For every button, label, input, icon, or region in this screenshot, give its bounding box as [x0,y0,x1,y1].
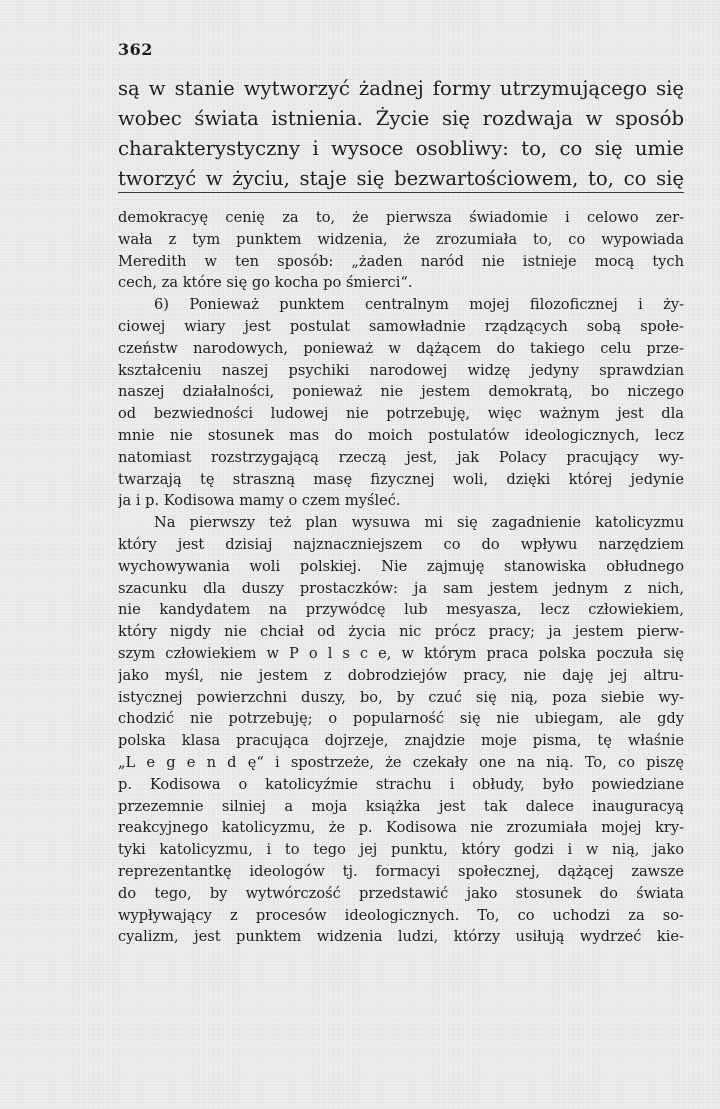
footnote-line: tyki katolicyzmu, i to tego jej punktu, który godzi i w nią, jako [118,841,684,859]
footnote-line: reprezentantkę ideologów tj. formacyi społecznej, dążącej zawsze [118,862,684,880]
footnote-line: ciowej wiary jest postulat samowładnie rządzących sobą społe- [118,317,684,335]
footnote-line: cech, za które się go kocha po śmierci“. [118,274,413,292]
main-text-line: charakterystyczny i wysoce osobliwy: to, co się umie [118,137,684,160]
footnote-line: szacunku dla duszy prostaczków: ja sam jestem jednym z nich, [118,579,684,597]
main-text-line: wobec świata istnienia. Życie się rozdwaja w sposób [118,107,684,130]
footnote-line: od bezwiedności ludowej nie potrzebuję, więc ważnym jest dla [118,405,684,423]
footnote-separator [118,192,684,193]
footnote-line: natomiast rozstrzygającą rzeczą jest, jak Polacy pracujący wy- [118,448,684,466]
footnote-line: istycznej powierzchni duszy, bo, by czuć się nią, poza siebie wy- [118,688,684,706]
footnote-line: mnie nie stosunek mas do moich postulatów ideologicznych, lecz [118,426,684,444]
footnote-line: wała z tym punktem widzenia, że zrozumiała to, co wypowiada [118,230,684,248]
footnote-line: p. Kodisowa o katolicyźmie strachu i obłudy, było powiedziane [118,775,684,793]
footnote-line: chodzić nie potrzebuję; o popularność się nie ubiegam, ale gdy [118,710,684,728]
footnote-line: polska klasa pracująca dojrzeje, znajdzie moje pisma, tę właśnie [118,732,684,750]
footnote-line: szym człowiekiem w P o l s c e, w którym praca polska poczuła się [118,644,684,662]
footnote-line: Meredith w ten sposób: „żaden naród nie istnieje mocą tych [118,252,684,270]
main-text [118,74,684,194]
footnote-line: przezemnie silniej a moja książka jest tak dalece inauguracyą [118,797,684,815]
footnote-line: który jest dzisiaj najznaczniejszem co do wpływu narzędziem [118,535,684,553]
footnote-line: twarzają tę straszną masę fizycznej woli, dzięki której jedynie [118,470,684,488]
page-number: 362 [118,40,153,59]
footnote-line: naszej działalności, ponieważ nie jestem demokratą, bo niczego [118,383,684,401]
footnote-line: do tego, by wytwórczość przedstawić jako stosunek do świata [118,884,684,902]
footnote-line: demokracyę cenię za to, że pierwsza świadomie i celowo zer- [118,209,684,226]
footnote-line: wychowywania woli polskiej. Nie zajmuję stanowiska obłudnego [118,557,684,575]
footnote-line: nie kandydatem na przywódcę lub mesyasza, lecz człowiekiem, [118,601,684,619]
main-text-line: tworzyć w życiu, staje się bezwartościowem, to, co się [118,167,684,190]
main-text-line: są w stanie wytworzyć żadnej formy utrzymującego się [118,77,684,100]
footnote-line: ja i p. Kodisowa mamy o czem myśleć. [118,492,401,510]
footnote-line: czeństw narodowych, ponieważ w dążącem do takiego celu prze- [118,339,684,357]
footnote-line: jako myśl, nie jestem z dobrodziejów pracy, nie daję jej altru- [118,666,684,684]
footnote-line: „L e g e n d ę“ i spostrzeże, że czekały one na nią. To, co piszę [118,753,684,771]
footnote-line: który nigdy nie chciał od życia nic prócz pracy; ja jestem pierw- [118,623,684,641]
footnote-line: Na pierwszy też plan wysuwa mi się zagadnienie katolicyzmu [154,514,684,532]
footnote [118,207,684,948]
footnote-line: 6) Ponieważ punktem centralnym mojej filozoficznej i ży- [154,296,684,314]
footnote-line: reakcyjnego katolicyzmu, że p. Kodisowa nie zrozumiała mojej kry- [118,819,684,837]
footnote-line: cyalizm, jest punktem widzenia ludzi, którzy usiłują wydrzeć kie- [118,928,684,946]
footnote-line: kształceniu naszej psychiki narodowej widzę jedyny sprawdzian [118,361,684,379]
footnote-line: wypływający z procesów ideologicznych. To, co uchodzi za so- [118,906,684,924]
